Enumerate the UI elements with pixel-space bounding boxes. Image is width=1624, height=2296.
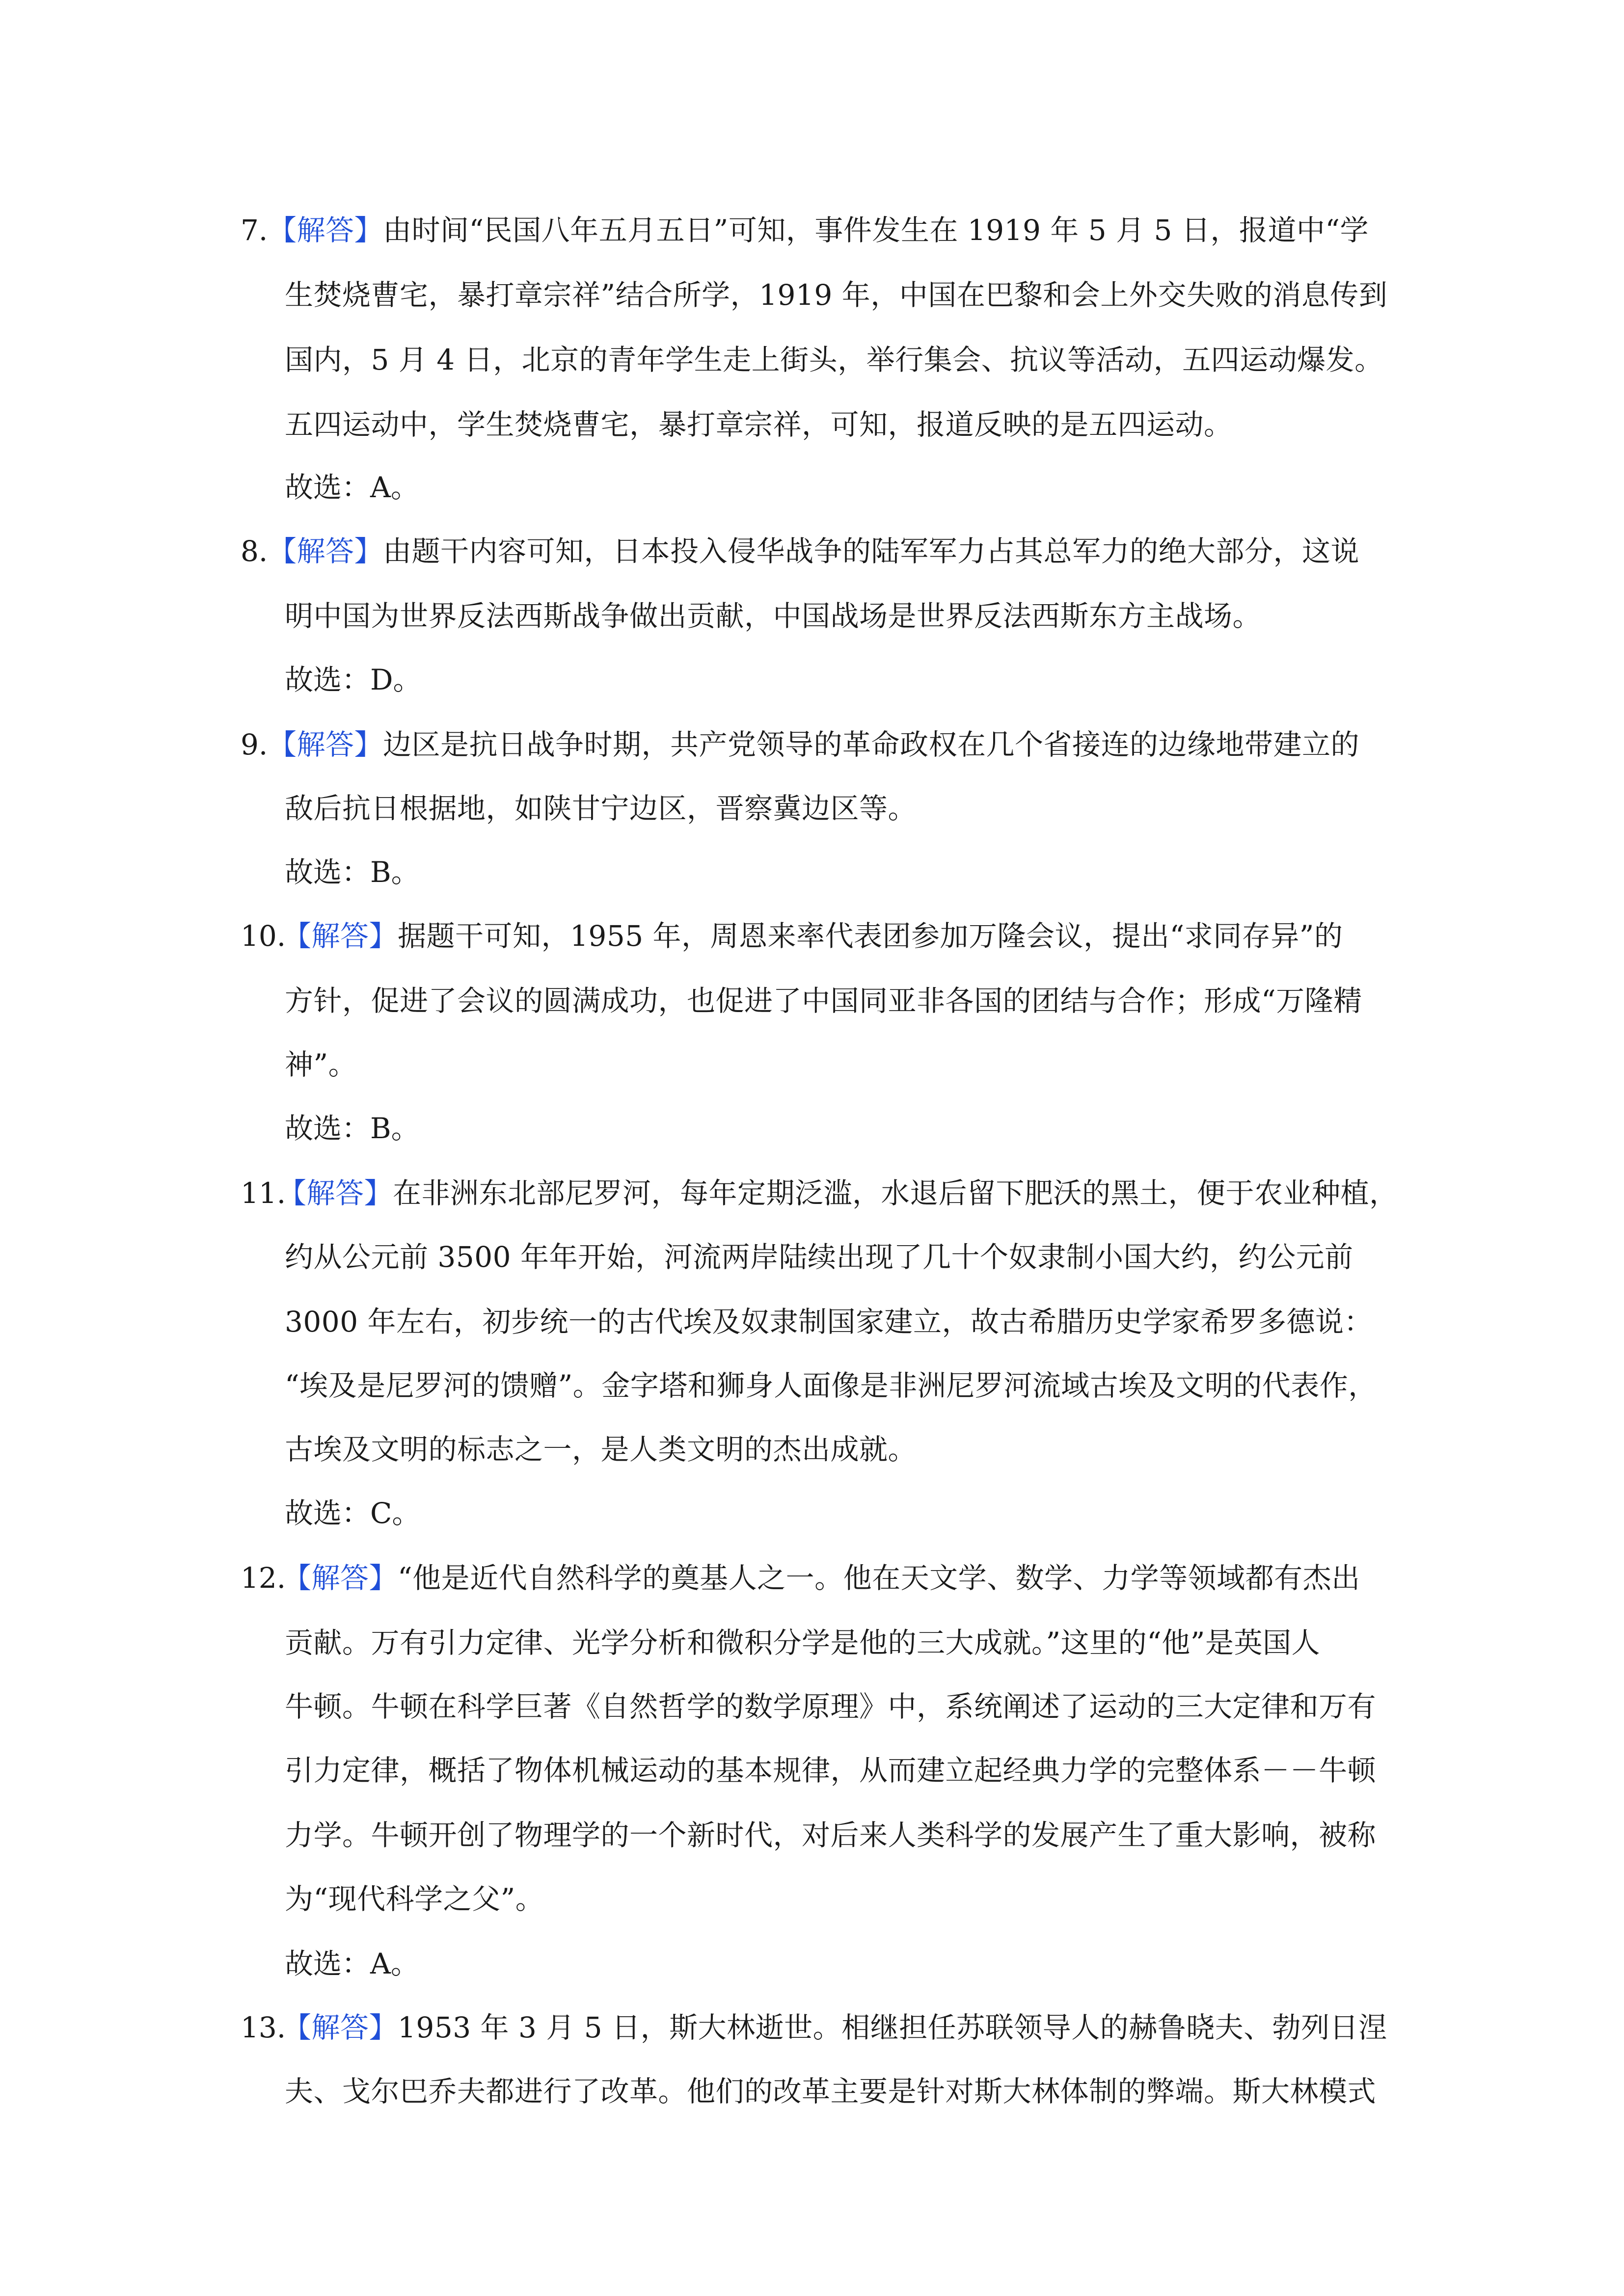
answer-line: 神”。 xyxy=(285,1048,357,1081)
question-number: 7. xyxy=(241,214,268,247)
answer-line: 【解答】1953 年 3 月 5 日，斯大林逝世。相继担任苏联领导人的赫鲁晓夫、勃列日涅 xyxy=(283,2011,1387,2044)
answer-line: 明中国为世界反法西斯战争做出贡献，中国战场是世界反法西斯东方主战场。 xyxy=(285,599,1262,633)
answer-tag: 【解答】 xyxy=(283,1561,398,1595)
question-number: 11. xyxy=(241,1176,286,1210)
answer-line: 贡献。万有引力定律、光学分析和微积分学是他的三大成就。”这里的“他”是英国人 xyxy=(285,1626,1320,1659)
answer-line: 【解答】由题干内容可知，日本投入侵华战争的陆军军力占其总军力的绝大部分，这说 xyxy=(268,534,1360,568)
answer-line: 生焚烧曹宅，暴打章宗祥”结合所学，1919 年，中国在巴黎和会上外交失败的消息传到 xyxy=(285,278,1388,312)
answer-line: 敌后抗日根据地，如陕甘宁边区，晋察冀边区等。 xyxy=(285,792,917,825)
answer-line: 3000 年左右，初步统一的古代埃及奴隶制国家建立，故古希腊历史学家希罗多德说： xyxy=(285,1305,1373,1338)
question-number: 10. xyxy=(241,919,286,953)
answer-choice: 故选：B。 xyxy=(285,855,420,889)
answer-line: 古埃及文明的标志之一，是人类文明的杰出成就。 xyxy=(285,1433,917,1466)
answer-tag: 【解答】 xyxy=(268,728,383,761)
answer-line: 力学。牛顿开创了物理学的一个新时代，对后来人类科学的发展产生了重大影响，被称 xyxy=(285,1818,1377,1852)
answer-line: 【解答】边区是抗日战争时期，共产党领导的革命政权在几个省接连的边缘地带建立的 xyxy=(268,728,1360,761)
answer-choice: 故选：D。 xyxy=(285,663,422,696)
answer-tag: 【解答】 xyxy=(268,534,383,568)
answer-tag: 【解答】 xyxy=(283,2011,398,2044)
question-number: 8. xyxy=(241,534,268,568)
answer-line: 【解答】据题干可知，1955 年，周恩来率代表团参加万隆会议，提出“求同存异”的 xyxy=(283,919,1343,953)
question-number: 12. xyxy=(241,1561,286,1595)
answer-tag: 【解答】 xyxy=(278,1176,393,1210)
answer-line: 夫、戈尔巴乔夫都进行了改革。他们的改革主要是针对斯大林体制的弊端。斯大林模式 xyxy=(285,2075,1377,2108)
answer-choice: 故选：A。 xyxy=(285,471,419,504)
answer-choice: 故选：B。 xyxy=(285,1112,420,1145)
answer-line: 【解答】在非洲东北部尼罗河，每年定期泛滥，水退后留下肥沃的黑土，便于农业种植， xyxy=(278,1176,1398,1210)
answer-line: “埃及是尼罗河的馈赠”。金字塔和狮身人面像是非洲尼罗河流域古埃及文明的代表作， xyxy=(285,1369,1377,1402)
question-number: 13. xyxy=(241,2011,286,2044)
answer-line: 五四运动中，学生焚烧曹宅，暴打章宗祥，可知，报道反映的是五四运动。 xyxy=(285,408,1233,441)
answer-line: 牛顿。牛顿在科学巨著《自然哲学的数学原理》中，系统阐述了运动的三大定律和万有 xyxy=(285,1690,1377,1723)
answer-line: 引力定律，概括了物体机械运动的基本规律，从而建立起经典力学的完整体系－－牛顿 xyxy=(285,1754,1377,1787)
answer-line: 【解答】由时间“民国八年五月五日”可知，事件发生在 1919 年 5 月 5 日，报道中“学 xyxy=(268,214,1369,247)
answer-line: 约从公元前 3500 年年开始，河流两岸陆续出现了几十个奴隶制小国大约，约公元前 xyxy=(285,1240,1353,1274)
answer-line: 为“现代科学之父”。 xyxy=(285,1882,544,1916)
answer-line: 国内，5 月 4 日，北京的青年学生走上街头，举行集会、抗议等活动，五四运动爆发。 xyxy=(285,343,1383,376)
question-number: 9. xyxy=(241,728,268,761)
answer-line: 【解答】“他是近代自然科学的奠基人之一。他在天文学、数学、力学等领域都有杰出 xyxy=(283,1561,1360,1595)
answer-choice: 故选：C。 xyxy=(285,1496,421,1530)
answer-line: 方针，促进了会议的圆满成功，也促进了中国同亚非各国的团结与合作；形成“万隆精 xyxy=(285,984,1362,1017)
answer-choice: 故选：A。 xyxy=(285,1947,419,1980)
answer-tag: 【解答】 xyxy=(283,919,398,953)
answer-tag: 【解答】 xyxy=(268,214,383,247)
